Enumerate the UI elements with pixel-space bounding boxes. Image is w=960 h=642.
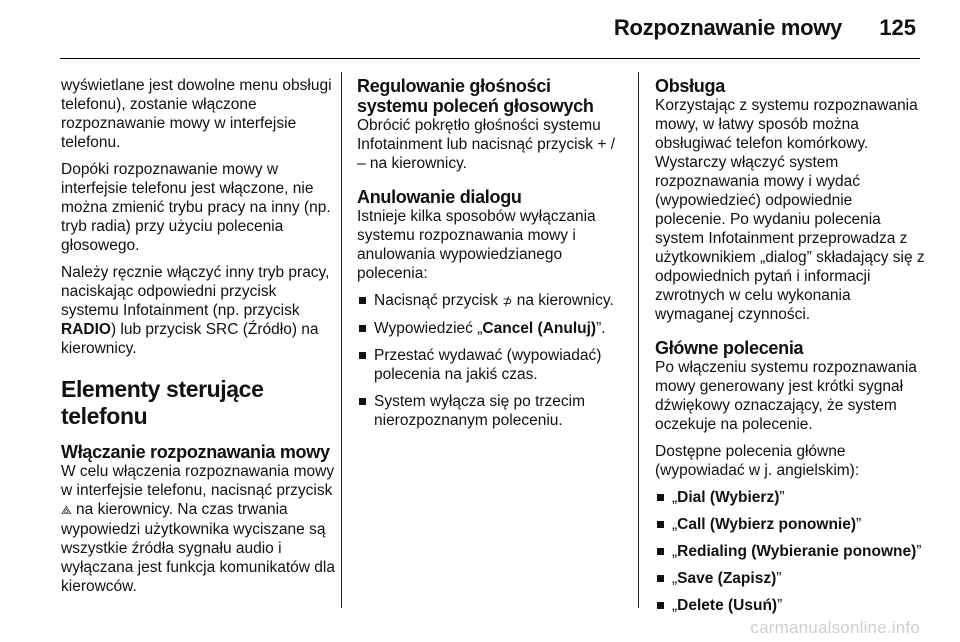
watermark: carmanualsonline.info xyxy=(750,618,920,637)
paragraph: Dopóki rozpoznawanie mowy w interfejsie telefonu jest włączone, nie można zmienić trybu pracy na inny (np. tryb radia) przy użyciu polecenia głosowego. xyxy=(61,161,331,254)
text: Należy ręcznie włączyć inny tryb pracy, naciskając odpowiedni przycisk systemu Infotainment (np. przycisk xyxy=(61,264,330,319)
quote-mark: „ xyxy=(672,570,678,587)
bullet-icon xyxy=(657,575,664,582)
text: Nacisnąć przycisk xyxy=(374,292,503,309)
paragraph: Obrócić pokrętło głośności systemu Infotainment lub nacisnąć przycisk + / – na kierownicy. xyxy=(357,117,616,172)
column-divider-1 xyxy=(341,72,342,608)
list-item xyxy=(655,542,925,561)
list-item xyxy=(357,291,625,311)
command-label: Dial (Wybierz) xyxy=(677,489,780,506)
quote-mark: ” xyxy=(777,597,783,614)
list-item xyxy=(655,596,925,615)
list-item xyxy=(655,569,925,588)
paragraph: Istnieje kilka sposobów wyłączania systemu rozpoznawania mowy i anulowania wypowiedzianego polecenia: xyxy=(357,208,596,282)
quote-mark: ” xyxy=(916,543,922,560)
bullet-icon xyxy=(359,325,366,332)
main-commands-list xyxy=(655,488,925,615)
voice-control-icon: ⟁ xyxy=(61,503,72,517)
column-divider-2 xyxy=(638,72,639,608)
quote-mark: ” xyxy=(856,516,862,533)
list-item xyxy=(655,515,925,534)
text: Wypowiedzieć „ xyxy=(374,320,483,337)
quote-mark: „ xyxy=(672,597,678,614)
command-label: Save (Zapisz) xyxy=(677,570,777,587)
quote-mark: ” xyxy=(776,570,782,587)
subsection-heading: Regulowanie głośności systemu poleceń głosowych xyxy=(357,76,594,116)
bullet-icon xyxy=(359,297,366,304)
text: W celu włączenia rozpoznawania mowy w interfejsie telefonu, nacisnąć przycisk xyxy=(61,463,335,499)
list-item xyxy=(655,488,925,507)
bullet-icon xyxy=(657,548,664,555)
quote-mark: ” xyxy=(779,489,785,506)
subsection-heading: Obsługa xyxy=(655,76,725,96)
paragraph: Korzystając z systemu rozpoznawania mowy, w łatwy sposób można obsługiwać telefon komórkowy. Wystarczy włączyć system rozpoznawania mowy i wydać (wypowiedzieć) odpowiednie polecenie. Po wydaniu polecenia system Infotainment przeprowadza z użytkownikiem „dialog” składający się z odpowiednich pytań i informacji zwrotnych w celu wykonania wymaganej czynności. xyxy=(655,97,925,323)
column-3 xyxy=(655,76,925,623)
section-heading: Elementy sterujące telefonu xyxy=(61,376,264,429)
command-label: Call (Wybierz ponownie) xyxy=(677,516,857,533)
text: System wyłącza się po trzecim nierozpoznanym poleceniu. xyxy=(374,393,586,429)
text: na kierownicy. Na czas trwania wypowiedzi użytkownika wyciszane są wszystkie źródła sygnału audio i wyłączana jest funkcja komunikatów dla kierowców. xyxy=(61,501,335,595)
paragraph: Po włączeniu systemu rozpoznawania mowy generowany jest krótki sygnał dźwiękowy oznaczający, że system oczekuje na polecenie. xyxy=(655,359,917,433)
header-rule xyxy=(60,58,920,59)
bullet-icon xyxy=(657,521,664,528)
bullet-icon xyxy=(657,494,664,501)
bullet-icon xyxy=(359,398,366,405)
list-item xyxy=(357,319,625,338)
paragraph xyxy=(61,263,336,358)
page-number: 125 xyxy=(879,15,916,40)
text: ) lub przycisk SRC (Źródło) na kierownicy. xyxy=(61,321,319,357)
paragraph: Dostępne polecenia główne (wypowiadać w j. angielskim): xyxy=(655,443,860,479)
column-1 xyxy=(61,76,336,604)
column-2 xyxy=(357,76,625,438)
quote-mark: „ xyxy=(672,543,678,560)
page-header xyxy=(0,0,960,66)
text: na kierownicy. xyxy=(512,292,614,309)
paragraph: wyświetlane jest dowolne menu obsługi telefonu), zostanie włączone rozpoznawanie mowy w interfejsie telefonu. xyxy=(61,77,332,151)
command-label: Redialing (Wybieranie ponowne) xyxy=(677,543,917,560)
bullet-icon xyxy=(657,602,664,609)
text: Przestać wydawać (wypowiadać) polecenia na jakiś czas. xyxy=(374,347,602,383)
subsection-heading: Główne polecenia xyxy=(655,338,804,358)
subsection-heading: Włączanie rozpoznawania mowy xyxy=(61,442,330,462)
page-title: Rozpoznawanie mowy xyxy=(613,15,842,40)
bullet-icon xyxy=(359,352,366,359)
text: ”. xyxy=(596,320,606,337)
list-item xyxy=(357,346,625,384)
radio-button-label: RADIO xyxy=(61,321,111,338)
cancel-methods-list xyxy=(357,291,625,430)
paragraph xyxy=(61,462,336,596)
quote-mark: „ xyxy=(672,516,678,533)
command-label: Delete (Usuń) xyxy=(677,597,778,614)
list-item xyxy=(357,392,625,430)
subsection-heading: Anulowanie dialogu xyxy=(357,187,522,207)
quote-mark: „ xyxy=(672,489,678,506)
command-label: Cancel (Anuluj) xyxy=(482,320,597,337)
hang-up-icon: ⊅ xyxy=(502,294,513,308)
